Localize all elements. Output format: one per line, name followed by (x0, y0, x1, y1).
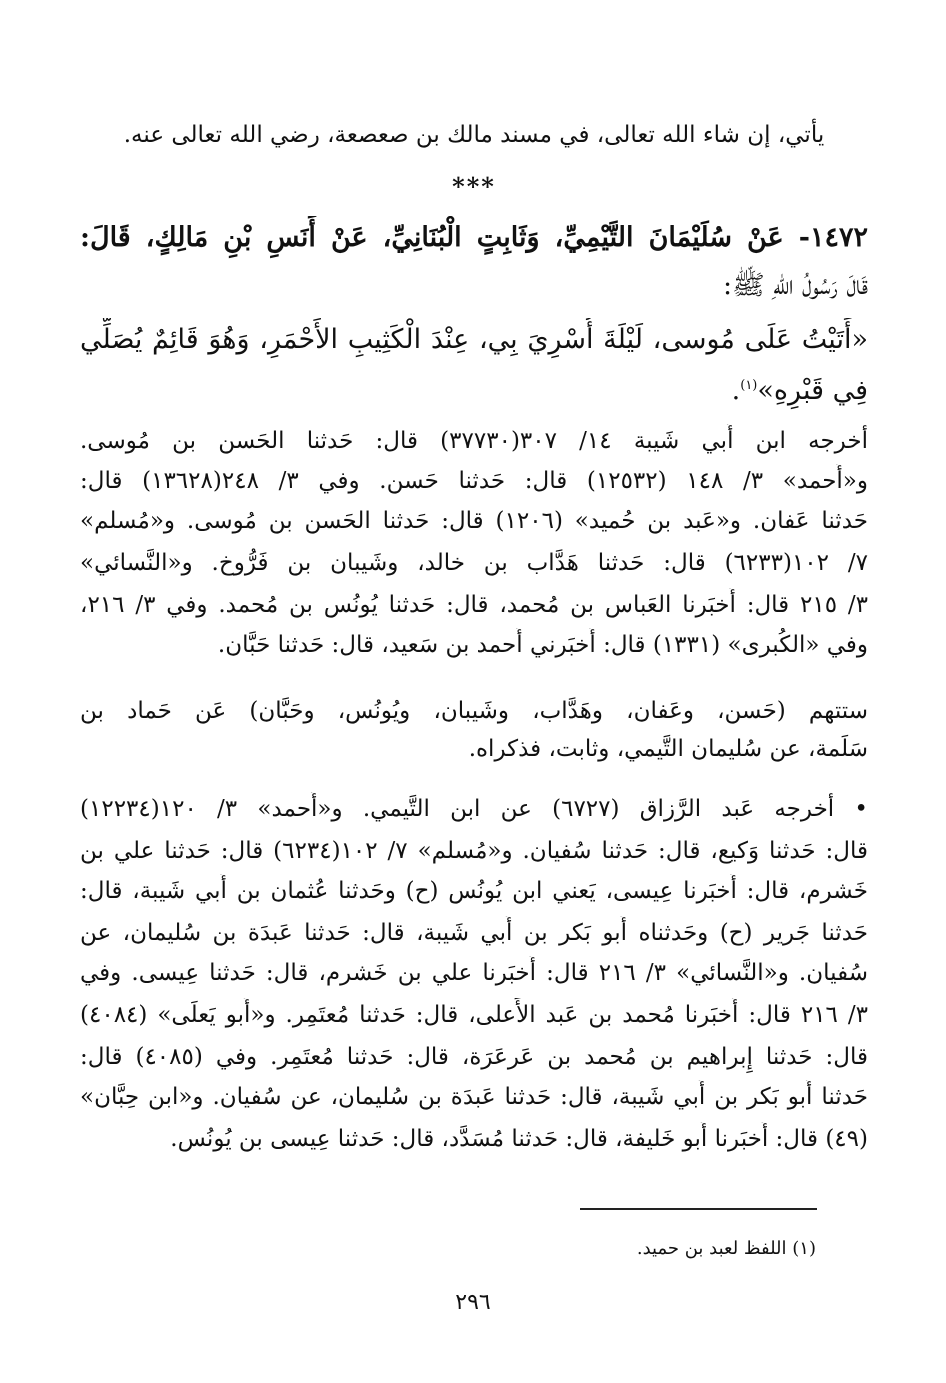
takhrij-3-line: حَدثنا جَرير (ح) وحَدثناه أَبو بَكر بن أَبي شَيبة، قال: حَدثنا عَبدَة بن سُليمان، عن (80, 920, 868, 946)
hadith-isnad-line-1: ١٤٧٢- عَنْ سُلَيْمَانَ التَّيْمِيِّ، وَثَابِتٍ الْبُنَانِيِّ، عَنْ أَنَسِ بْنِ مَالِكٍ، قَالَ: (80, 222, 868, 253)
takhrij-3-line: قال: حَدثنا وَكيع، قال: حَدثنا سُفيان. و«مُسلم» ٧/ ١٠٢(٦٢٣٤) قال: حَدثنا علي بن (80, 838, 868, 864)
takhrij-3-line: حَدثنا أَبو بَكر بن أَبي شَيبة، قال: حَدثنا عَبدَة بن سُليمان، عن سُفيان. و«ابن حِبَّان» (80, 1084, 868, 1110)
page-number: ٢٩٦ (455, 1290, 491, 1315)
takhrij-3-line: (٤٩) قال: أَخبَرنا أَبو خَليفة، قال: حَدثنا مُسَدَّد، قال: حَدثنا عِيسى بن يُونُس. (170, 1126, 868, 1152)
takhrij-1-line: حَدثنا عَفان. و«عَبد بن حُميد» (١٢٠٦) قال: حَدثنا الحَسن بن مُوسى. و«مُسلم» (80, 508, 868, 534)
footnote: (١) اللفظ لعبد بن حميد. (636, 1238, 816, 1259)
section-separator: *** (452, 172, 496, 201)
takhrij-1-line: ٧/ ١٠٢(٦٢٣٣) قال: حَدثنا هَدَّاب بن خالد، وشَيبان بن فَرُّوخ. و«النَّسائي» (80, 550, 868, 576)
takhrij-3-line: سُفيان. و«النَّسائي» ٣/ ٢١٦ قال: أَخبَرنا علي بن خَشرم، قال: حَدثنا عِيسى. وفي (80, 960, 868, 986)
takhrij-3-line: قال: حَدثنا إِبراهيم بن مُحمد بن عَرعَرَة، قال: حَدثنا مُعتَمِر. وفي (٤٠٨٥) قال: (80, 1044, 868, 1070)
header-line: يأتي، إن شاء الله تعالى، في مسند مالك بن صعصعة، رضي الله تعالى عنه. (123, 122, 825, 148)
takhrij-1-line: ٣/ ٢١٥ قال: أَخبَرنا العَباس بن مُحمد، قال: حَدثنا يُونُس بن مُحمد. وفي ٣/ ٢١٦، (80, 592, 868, 618)
takhrij-1-line: أخرجه ابن أَبي شَيبة ١٤/ ٣٠٧(٣٧٧٣٠) قال: حَدثنا الحَسن بن مُوسى. (80, 428, 868, 454)
matn-text: فِي قَبْرِهِ» (757, 375, 868, 406)
takhrij-3-line: خَشرم، قال: أَخبَرنا عِيسى، يَعني ابن يُونُس (ح) وحَدثنا عُثمان بن أَبي شَيبة، قال: (80, 878, 868, 904)
hadith-matn-line-2: فِي قَبْرِهِ»$^{(١)}$. (731, 375, 868, 406)
hadith-matn-line-1: «أَتَيْتُ عَلَى مُوسى، لَيْلَةَ أُسْرِيَ بِي، عِنْدَ الْكَثِيبِ الأَحْمَرِ، وَهُوَ قَائِمٌ يُصَلِّي (80, 324, 868, 355)
takhrij-1-line: و«أَحمد» ٣/ ١٤٨ (١٢٥٣٢) قال: حَدثنا حَسن. وفي ٣/ ٢٤٨(١٣٦٢٨) قال: (80, 468, 868, 494)
footnote-reference: (١) (740, 378, 758, 393)
takhrij-3-line: • أخرجه عَبد الرَّزاق (٦٧٢٧) عن ابن التَّيمي. و«أَحمد» ٣/ ١٢٠(١٢٢٣٤) (80, 796, 868, 822)
takhrij-3-line: ٣/ ٢١٦ قال: أَخبَرنا مُحمد بن عَبد الأَعلى، قال: حَدثنا مُعتَمِر. و«أَبو يَعلَى» (٤٠٨٤) (80, 1002, 868, 1028)
hadith-isnad-line-2: قَالَ رَسُولُ اللهِ ﷺ: (722, 270, 868, 301)
takhrij-2-line: سَلَمة، عن سُليمان التَّيمي، وثابت، فذكراه. (468, 736, 868, 762)
takhrij-1-line: وفي «الكُبرى» (١٣٣١) قال: أَخبَرني أَحمد بن سَعيد، قال: حَدثنا حَبَّان. (217, 632, 868, 658)
takhrij-2-line: ستتهم (حَسن، وعَفان، وهَدَّاب، وشَيبان، ويُونُس، وحَبَّان) عَن حَماد بن (80, 698, 868, 724)
footnote-divider (580, 1208, 817, 1210)
